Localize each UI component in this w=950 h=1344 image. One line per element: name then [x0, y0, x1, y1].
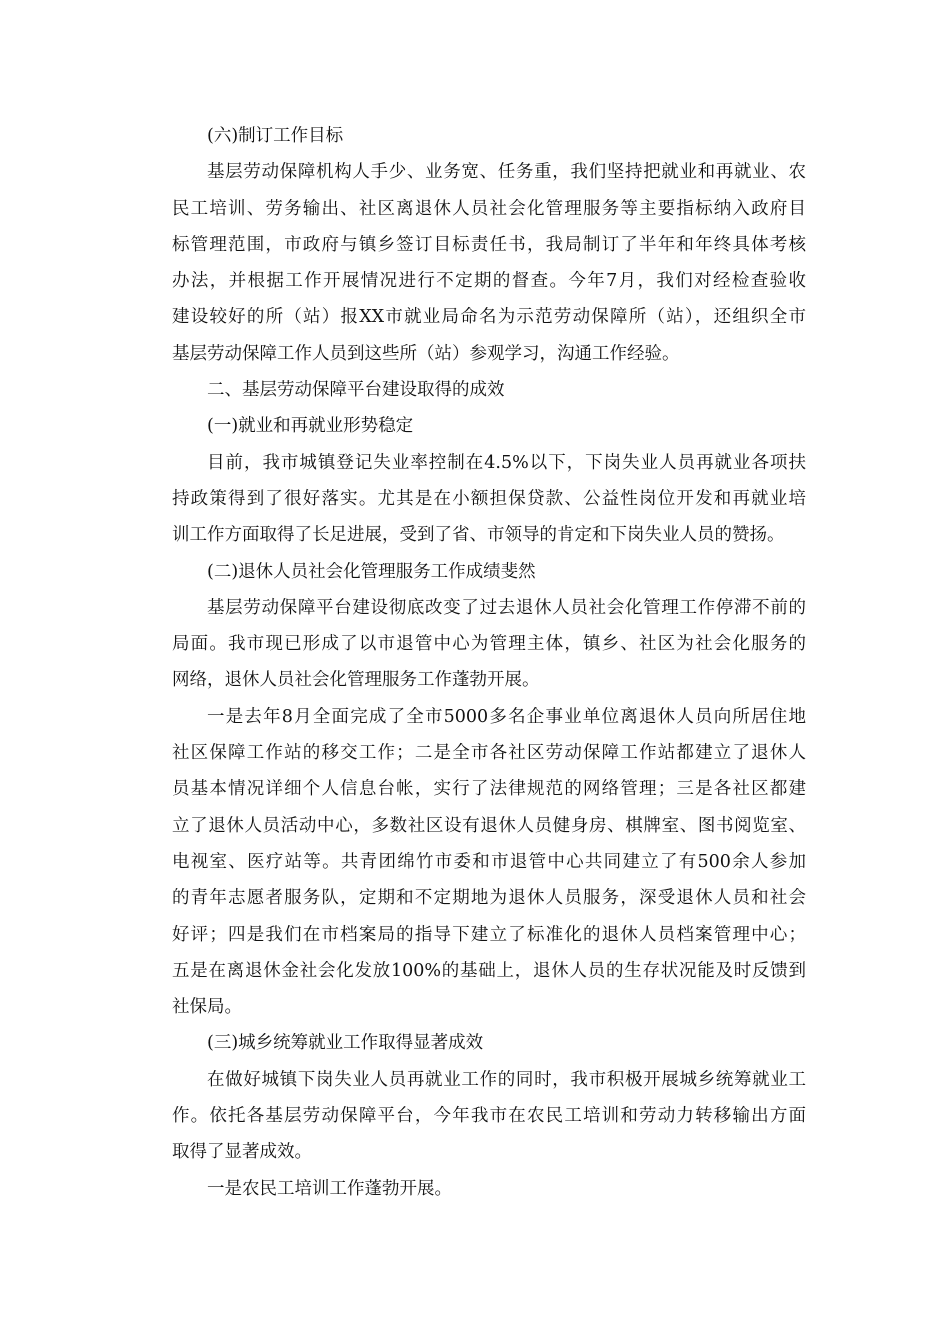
text-line: (一)就业和再就业形势稳定 [207, 416, 414, 437]
text-line: 二、基层劳动保障平台建设取得的成效 [207, 380, 505, 401]
text-line: (三)城乡统筹就业工作取得显著成效 [207, 1033, 484, 1054]
text-line: 基层劳动保障工作人员到这些所（站）参观学习，沟通工作经验。 [172, 343, 680, 364]
text-line: 一是去年8月全面完成了全市5000多名企事业单位离退休人员向所居住地 [207, 706, 806, 727]
text-line: 民工培训、劳务输出、社区离退休人员社会化管理服务等主要指标纳入政府目 [172, 198, 806, 219]
text-line: 员基本情况详细个人信息台帐，实行了法律规范的网络管理；三是各社区都建 [172, 779, 806, 800]
text-line: 社区保障工作站的移交工作；二是全市各社区劳动保障工作站都建立了退休人 [172, 743, 806, 764]
text-line: 五是在离退休金社会化发放100%的基础上，退休人员的生存状况能及时反馈到 [172, 960, 806, 981]
text-line: 社保局。 [172, 997, 242, 1018]
text-line: 一是农民工培训工作蓬勃开展。 [207, 1178, 452, 1199]
text-line: 目前，我市城镇登记失业率控制在4.5%以下，下岗失业人员再就业各项扶 [207, 452, 806, 473]
text-line: 在做好城镇下岗失业人员再就业工作的同时，我市积极开展城乡统筹就业工 [207, 1069, 806, 1090]
text-line: 持政策得到了很好落实。尤其是在小额担保贷款、公益性岗位开发和再就业培 [172, 488, 806, 509]
text-line: 电视室、医疗站等。共青团绵竹市委和市退管中心共同建立了有500余人参加 [172, 851, 806, 872]
text-line: 好评；四是我们在市档案局的指导下建立了标准化的退休人员档案管理中心； [172, 924, 806, 945]
text-line: 办法，并根据工作开展情况进行不定期的督查。今年7月，我们对经检查验收 [172, 271, 806, 292]
document-body [172, 118, 806, 1207]
text-line: 作。依托各基层劳动保障平台，今年我市在农民工培训和劳动力转移输出方面 [172, 1106, 806, 1127]
text-line: 基层劳动保障机构人手少、业务宽、任务重，我们坚持把就业和再就业、农 [207, 162, 806, 183]
text-line: 的青年志愿者服务队，定期和不定期地为退休人员服务，深受退休人员和社会 [172, 888, 806, 909]
text-line: 训工作方面取得了长足进展，受到了省、市领导的肯定和下岗失业人员的赞扬。 [172, 525, 785, 546]
text-line: 立了退休人员活动中心，多数社区设有退休人员健身房、棋牌室、图书阅览室、 [172, 815, 806, 836]
text-line: 局面。我市现已形成了以市退管中心为管理主体，镇乡、社区为社会化服务的 [172, 634, 806, 655]
text-line: (六)制订工作目标 [207, 126, 344, 146]
text-line: 取得了显著成效。 [172, 1142, 312, 1163]
text-line: 基层劳动保障平台建设彻底改变了过去退休人员社会化管理工作停滞不前的 [207, 597, 806, 618]
text-line: 建设较好的所（站）报XX市就业局命名为示范劳动保障所（站），还组织全市 [172, 307, 806, 328]
text-line: 标管理范围，市政府与镇乡签订目标责任书，我局制订了半年和年终具体考核 [172, 234, 806, 255]
text-line: (二)退休人员社会化管理服务工作成绩斐然 [207, 561, 536, 582]
text-line: 网络，退休人员社会化管理服务工作蓬勃开展。 [172, 670, 540, 691]
